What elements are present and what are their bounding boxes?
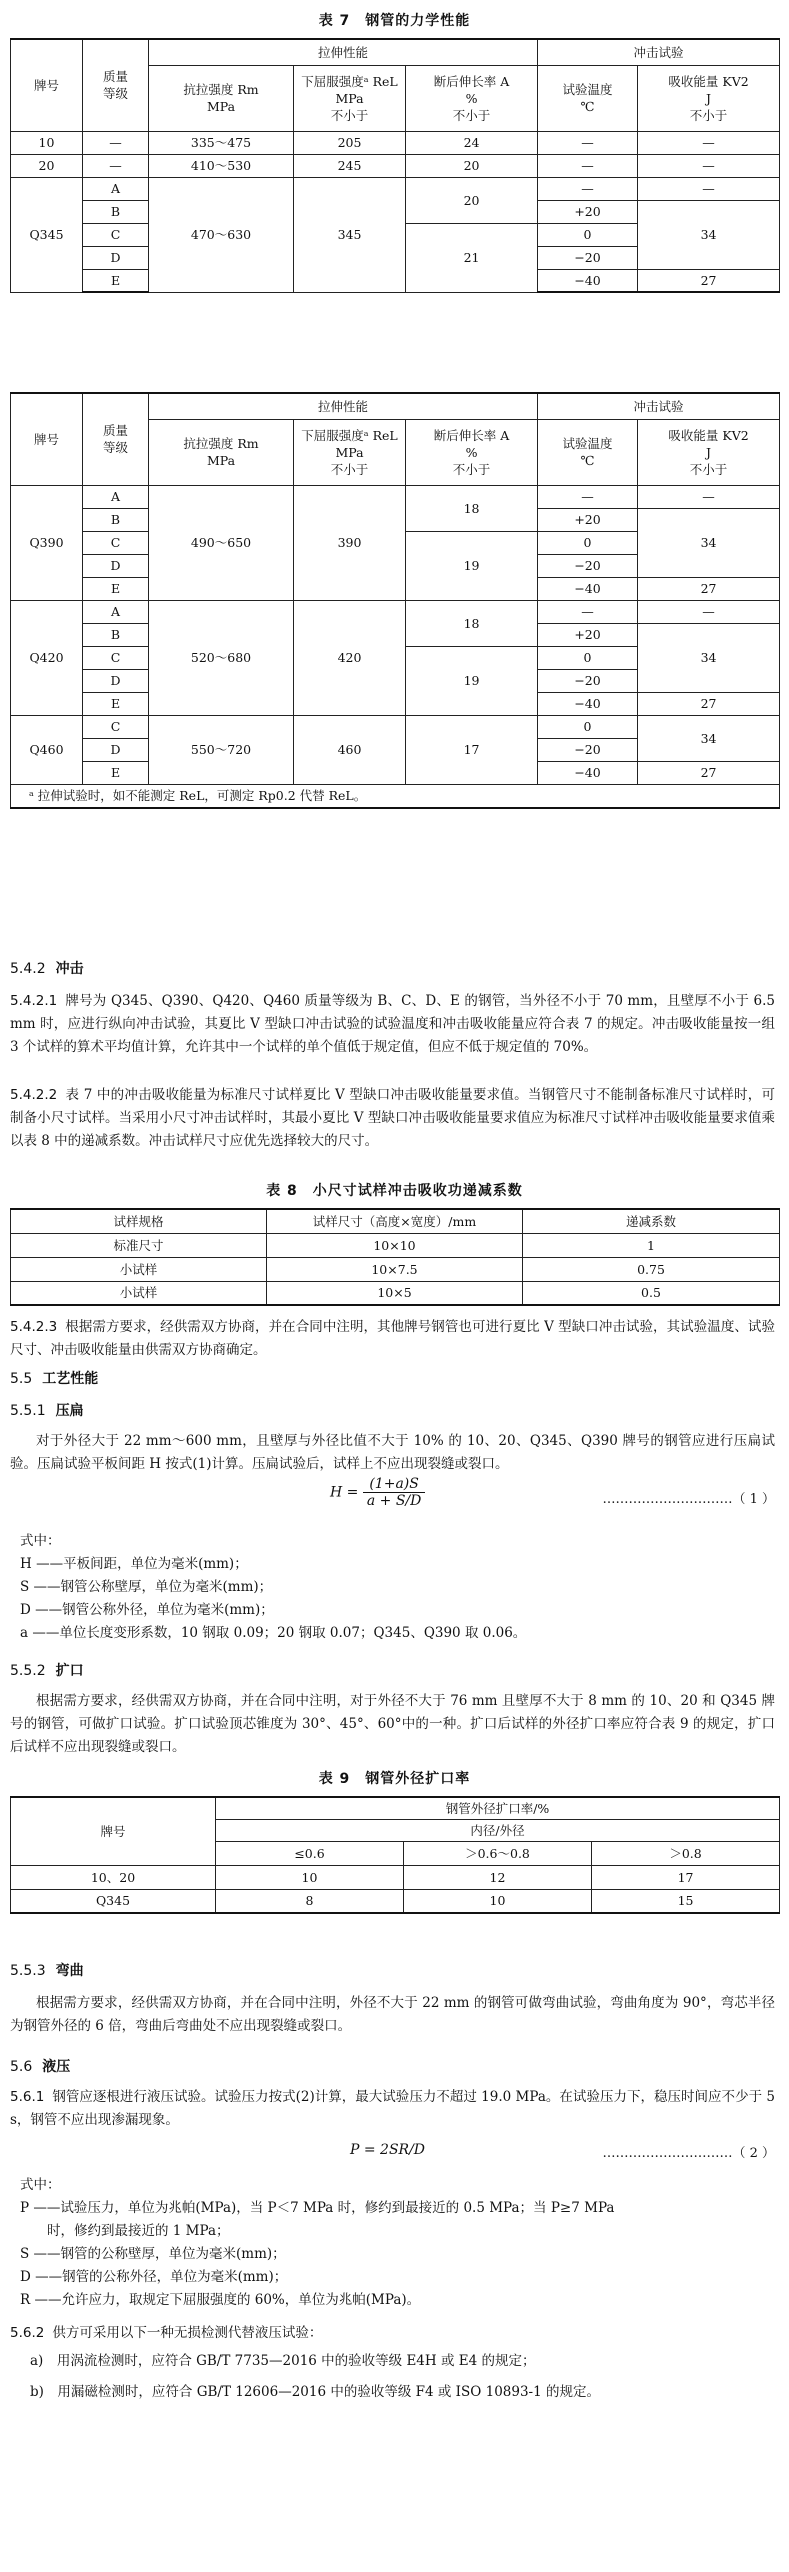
clause-text: 钢管应逐根进行液压试验。试验压力按式(2)计算，最大试验压力不超过 19.0 MPa。在试验压力下，稳压时间应不少于 5 s，钢管不应出现渗漏现象。 (10, 2089, 775, 2128)
table9 (10, 1796, 780, 1914)
cell: — (83, 154, 149, 177)
formula-lhs: H = (330, 1484, 359, 1501)
cell: 550～720 (149, 715, 294, 784)
col-grade: 牌号 (11, 1797, 216, 1865)
cell: — (83, 131, 149, 154)
cell: −40 (538, 577, 638, 600)
col-temp: 试验温度 ℃ (538, 65, 638, 131)
cell: 410～530 (149, 154, 294, 177)
cell: 10 (216, 1865, 404, 1889)
cell: E (83, 761, 149, 784)
cell: 335～475 (149, 131, 294, 154)
cell: 0 (538, 531, 638, 554)
formula-2-number: …………………………（ 2 ） (602, 2146, 775, 2161)
cell: — (538, 177, 638, 200)
cell: 0 (538, 223, 638, 246)
cell: — (538, 131, 638, 154)
table7-footnote: ᵃ 拉伸试验时，如不能测定 ReL，可测定 Rp0.2 代替 ReL。 (11, 784, 780, 808)
cell: 10、20 (11, 1865, 216, 1889)
cell: 17 (406, 715, 538, 784)
table-row (11, 1865, 780, 1889)
cell: 18 (406, 600, 538, 646)
definition-item: S ——钢管公称壁厚，单位为毫米(mm)； (20, 1579, 273, 1595)
table7-part1 (10, 38, 780, 293)
cell: −40 (538, 269, 638, 292)
clause-number: 5.6.2 (10, 2325, 45, 2341)
cell: B (83, 623, 149, 646)
section-title: 液压 (42, 2059, 71, 2075)
section-number: 5.5.1 (10, 1403, 46, 1419)
paragraph-5-4-2-1 (10, 990, 775, 1059)
col-temp: 试验温度 ℃ (538, 419, 638, 485)
col-ratio: ＞0.6～0.8 (404, 1841, 592, 1865)
definition-item: S ——钢管的公称壁厚，单位为毫米(mm)； (20, 2246, 286, 2262)
definition-item: P ——试验压力，单位为兆帕(MPa)，当 P＜7 MPa 时，修约到最接近的 0.5 MPa；当 P≥7 MPa (20, 2200, 615, 2216)
section-number: 5.5 (10, 1371, 33, 1387)
clause-number: 5.6.1 (10, 2089, 45, 2105)
col-elong: 断后伸长率 A % 不小于 (406, 65, 538, 131)
cell: 0 (538, 646, 638, 669)
cell: 小试样 (11, 1257, 267, 1281)
clause-text: 表 7 中的冲击吸收能量为标准尺寸试样夏比 V 型缺口冲击吸收能量要求值。当钢管尺寸不能制备标准尺寸试样时，可制备小尺寸试样。当采用小尺寸冲击试样时，其最小夏比 V 型缺口冲击吸收能量要求值应为标准尺寸试样冲击吸收能量要求值乘以表 8 中的递减系数。冲击试样尺寸应优先选择较大的尺寸。 (10, 1087, 775, 1149)
cell: +20 (538, 508, 638, 531)
col-factor: 递减系数 (523, 1209, 780, 1233)
cell: 460 (294, 715, 406, 784)
cell: 18 (406, 485, 538, 531)
table8-caption: 表 8 小尺寸试样冲击吸收功递减系数 (266, 1183, 523, 1199)
cell: C (83, 223, 149, 246)
cell: 10 (404, 1889, 592, 1913)
cell: 8 (216, 1889, 404, 1913)
table-row (11, 154, 780, 177)
cell: 10×7.5 (267, 1257, 523, 1281)
paragraph-5-5-3: 根据需方要求，经供需双方协商，并在合同中注明，外径不大于 22 mm 的钢管可做弯曲试验，弯曲角度为 90°，弯芯半径为钢管外径的 6 倍，弯曲后弯曲处不应出现裂缝或裂口。 (10, 1995, 775, 2034)
cell: 15 (592, 1889, 780, 1913)
section-number: 5.5.3 (10, 1963, 46, 1979)
cell: 520～680 (149, 600, 294, 715)
cell: 345 (294, 177, 406, 292)
clause-text: 牌号为 Q345、Q390、Q420、Q460 质量等级为 B、C、D、E 的钢管，当外径不小于 70 mm，且壁厚不小于 6.5 mm 时，应进行纵向冲击试验，其夏比 V 型缺口冲击试验的试验温度和冲击吸收能量应符合表 7 的规定。冲击吸收能量按一组 3 个试样的算术平均值计算，允许其中一个试样的单个值低于规定值，但应不低于规定值的 70%。 (10, 993, 775, 1055)
col-grade: 牌号 (11, 393, 83, 485)
cell: 27 (638, 692, 780, 715)
cell: C (83, 646, 149, 669)
table8 (10, 1208, 780, 1306)
cell: — (638, 485, 780, 508)
cell: 12 (404, 1865, 592, 1889)
cell-grade: Q390 (11, 485, 83, 600)
section-number: 5.6 (10, 2059, 33, 2075)
cell-grade: Q345 (11, 177, 83, 292)
section-title: 工艺性能 (42, 1371, 99, 1387)
cell: 390 (294, 485, 406, 600)
formula-fraction (363, 1476, 426, 1509)
cell: 27 (638, 577, 780, 600)
col-rm: 抗拉强度 Rm MPa (149, 419, 294, 485)
cell: −20 (538, 669, 638, 692)
cell: E (83, 269, 149, 292)
cell: 20 (406, 154, 538, 177)
formula-1 (330, 1476, 425, 1509)
cell: 10 (11, 131, 83, 154)
definitions-1 (20, 1530, 775, 1645)
definition-item: R ——允许应力，取规定下屈服强度的 60%，单位为兆帕(MPa)。 (20, 2292, 421, 2308)
cell: — (638, 131, 780, 154)
table-row (11, 1233, 780, 1257)
col-kv: 吸收能量 KV2 J 不小于 (638, 419, 780, 485)
col-impact: 冲击试验 (538, 393, 780, 419)
table-row (11, 1281, 780, 1305)
col-impact: 冲击试验 (538, 39, 780, 65)
cell: 1 (523, 1233, 780, 1257)
paragraph-5-5-1: 对于外径大于 22 mm～600 mm，且壁厚与外径比值不大于 10% 的 10、20、Q345、Q390 牌号的钢管应进行压扁试验。压扁试验平板间距 H 按式(1)计算。压扁试验后，试样上不应出现裂缝或裂口。 (10, 1433, 775, 1472)
table9-caption: 表 9 钢管外径扩口率 (318, 1771, 471, 1787)
paragraph-5-4-2-3 (10, 1316, 775, 1362)
col-rel: 下屈服强度ᵃ ReL MPa 不小于 (294, 419, 406, 485)
section-heading (10, 958, 84, 978)
cell: 17 (592, 1865, 780, 1889)
col-rel: 下屈服强度ᵃ ReL MPa 不小于 (294, 65, 406, 131)
cell: C (83, 715, 149, 738)
cell: C (83, 531, 149, 554)
cell: D (83, 554, 149, 577)
definition-item: a ——单位长度变形系数，10 钢取 0.09；20 钢取 0.07；Q345、Q390 取 0.06。 (20, 1625, 527, 1641)
cell: 20 (11, 154, 83, 177)
section-number: 5.4.2 (10, 961, 46, 977)
cell: −20 (538, 246, 638, 269)
col-grade: 牌号 (11, 39, 83, 131)
cell: — (538, 154, 638, 177)
clause-number: 5.4.2.1 (10, 993, 58, 1009)
cell: 470～630 (149, 177, 294, 292)
cell: A (83, 600, 149, 623)
definition-item: D ——钢管公称外径，单位为毫米(mm)； (20, 1602, 274, 1618)
formula-numerator: (1+a)S (363, 1476, 426, 1493)
cell: A (83, 177, 149, 200)
clause-text: 根据需方要求，经供需双方协商，并在合同中注明，其他牌号钢管也可进行夏比 V 型缺口冲击试验，其试验温度、试验尺寸、冲击吸收能量由供需双方协商确定。 (10, 1319, 775, 1358)
cell: 标准尺寸 (11, 1233, 267, 1257)
cell: −20 (538, 738, 638, 761)
cell: 420 (294, 600, 406, 715)
clause-text: 供方可采用以下一种无损检测代替液压试验： (52, 2325, 323, 2341)
cell: D (83, 246, 149, 269)
cell: 0.75 (523, 1257, 780, 1281)
section-heading (10, 1660, 84, 1680)
definition-item: D ——钢管的公称外径，单位为毫米(mm)； (20, 2269, 288, 2285)
col-tensile: 拉伸性能 (149, 393, 538, 419)
formula-1-number: …………………………（ 1 ） (602, 1492, 775, 1507)
definitions-2 (20, 2174, 775, 2312)
cell: — (538, 485, 638, 508)
list-item: b) 用漏磁检测时，应符合 GB/T 12606—2016 中的验收等级 F4 或 ISO 10893-1 的规定。 (30, 2384, 600, 2400)
col-group: 钢管外径扩口率/% (216, 1797, 780, 1819)
list-item: a) 用涡流检测时，应符合 GB/T 7735—2016 中的验收等级 E4H 或 E4 的规定； (30, 2353, 536, 2369)
cell: — (638, 154, 780, 177)
section-heading (10, 1400, 84, 1420)
table-row (11, 485, 780, 508)
cell: 20 (406, 177, 538, 223)
col-size: 试样尺寸（高度×宽度）/mm (267, 1209, 523, 1233)
cell-grade: Q460 (11, 715, 83, 784)
table-row (11, 1889, 780, 1913)
cell: −40 (538, 761, 638, 784)
section-heading (10, 1368, 98, 1388)
cell: 10×10 (267, 1233, 523, 1257)
cell: 小试样 (11, 1281, 267, 1305)
cell: +20 (538, 623, 638, 646)
col-elong: 断后伸长率 A % 不小于 (406, 419, 538, 485)
cell: 245 (294, 154, 406, 177)
col-sub: 内径/外径 (216, 1819, 780, 1841)
table-row (11, 715, 780, 738)
cell: 19 (406, 646, 538, 715)
col-quality: 质量 等级 (83, 393, 149, 485)
table-row (11, 600, 780, 623)
cell: — (638, 600, 780, 623)
col-ratio: ≤0.6 (216, 1841, 404, 1865)
cell: E (83, 692, 149, 715)
cell: 34 (638, 508, 780, 577)
section-heading (10, 1960, 84, 1980)
col-rm: 抗拉强度 Rm MPa (149, 65, 294, 131)
table-row (11, 177, 780, 200)
cell: −40 (538, 692, 638, 715)
cell: D (83, 669, 149, 692)
col-spec: 试样规格 (11, 1209, 267, 1233)
cell: B (83, 508, 149, 531)
clause-number: 5.4.2.2 (10, 1087, 58, 1103)
section-number: 5.5.2 (10, 1663, 46, 1679)
section-title: 弯曲 (55, 1963, 84, 1979)
cell: 34 (638, 715, 780, 761)
cell: 34 (638, 623, 780, 692)
cell-grade: Q420 (11, 600, 83, 715)
formula-denominator: a + S/D (366, 1493, 422, 1509)
section-title: 冲击 (55, 961, 84, 977)
definition-item: H ——平板间距，单位为毫米(mm)； (20, 1556, 248, 1572)
cell: 27 (638, 761, 780, 784)
cell: B (83, 200, 149, 223)
cell: 490～650 (149, 485, 294, 600)
section-title: 压扁 (55, 1403, 84, 1419)
formula-2: P = 2SR/D (350, 2142, 426, 2158)
section-heading (10, 2056, 70, 2076)
list-5-6-2 (30, 2350, 785, 2404)
table-row (11, 131, 780, 154)
paragraph-5-4-2-2 (10, 1084, 775, 1153)
cell: 0 (538, 715, 638, 738)
cell: A (83, 485, 149, 508)
cell: 21 (406, 223, 538, 292)
cell: D (83, 738, 149, 761)
cell: E (83, 577, 149, 600)
cell: — (538, 600, 638, 623)
paragraph-5-5-2: 根据需方要求，经供需双方协商，并在合同中注明，对于外径不大于 76 mm 且壁厚不大于 8 mm 的 10、20 和 Q345 牌号的钢管，可做扩口试验。扩口试验顶芯锥度为 30°、45°、60°中的一种。扩口后试样的外径扩口率应符合表 9 的规定，扩口后试样不应出现裂缝或裂口。 (10, 1693, 775, 1755)
cell: +20 (538, 200, 638, 223)
cell: 0.5 (523, 1281, 780, 1305)
cell: 205 (294, 131, 406, 154)
cell: — (638, 177, 780, 200)
section-title: 扩口 (55, 1663, 84, 1679)
where-label: 式中： (20, 2177, 61, 2193)
cell: 27 (638, 269, 780, 292)
clause-number: 5.4.2.3 (10, 1319, 58, 1335)
cell: −20 (538, 554, 638, 577)
col-quality: 质量 等级 (83, 39, 149, 131)
table7-caption: 表 7 钢管的力学性能 (318, 13, 471, 29)
cell: Q345 (11, 1889, 216, 1913)
table7-part2 (10, 392, 780, 809)
definition-item: 时，修约到最接近的 1 MPa； (20, 2223, 230, 2239)
paragraph-5-6-1 (10, 2086, 775, 2132)
cell: 34 (638, 200, 780, 269)
cell: 10×5 (267, 1281, 523, 1305)
col-kv: 吸收能量 KV2 J 不小于 (638, 65, 780, 131)
paragraph-5-6-2 (10, 2322, 775, 2345)
table-row (11, 1257, 780, 1281)
col-tensile: 拉伸性能 (149, 39, 538, 65)
cell: 24 (406, 131, 538, 154)
cell: 19 (406, 531, 538, 600)
where-label: 式中： (20, 1533, 61, 1549)
col-ratio: ＞0.8 (592, 1841, 780, 1865)
